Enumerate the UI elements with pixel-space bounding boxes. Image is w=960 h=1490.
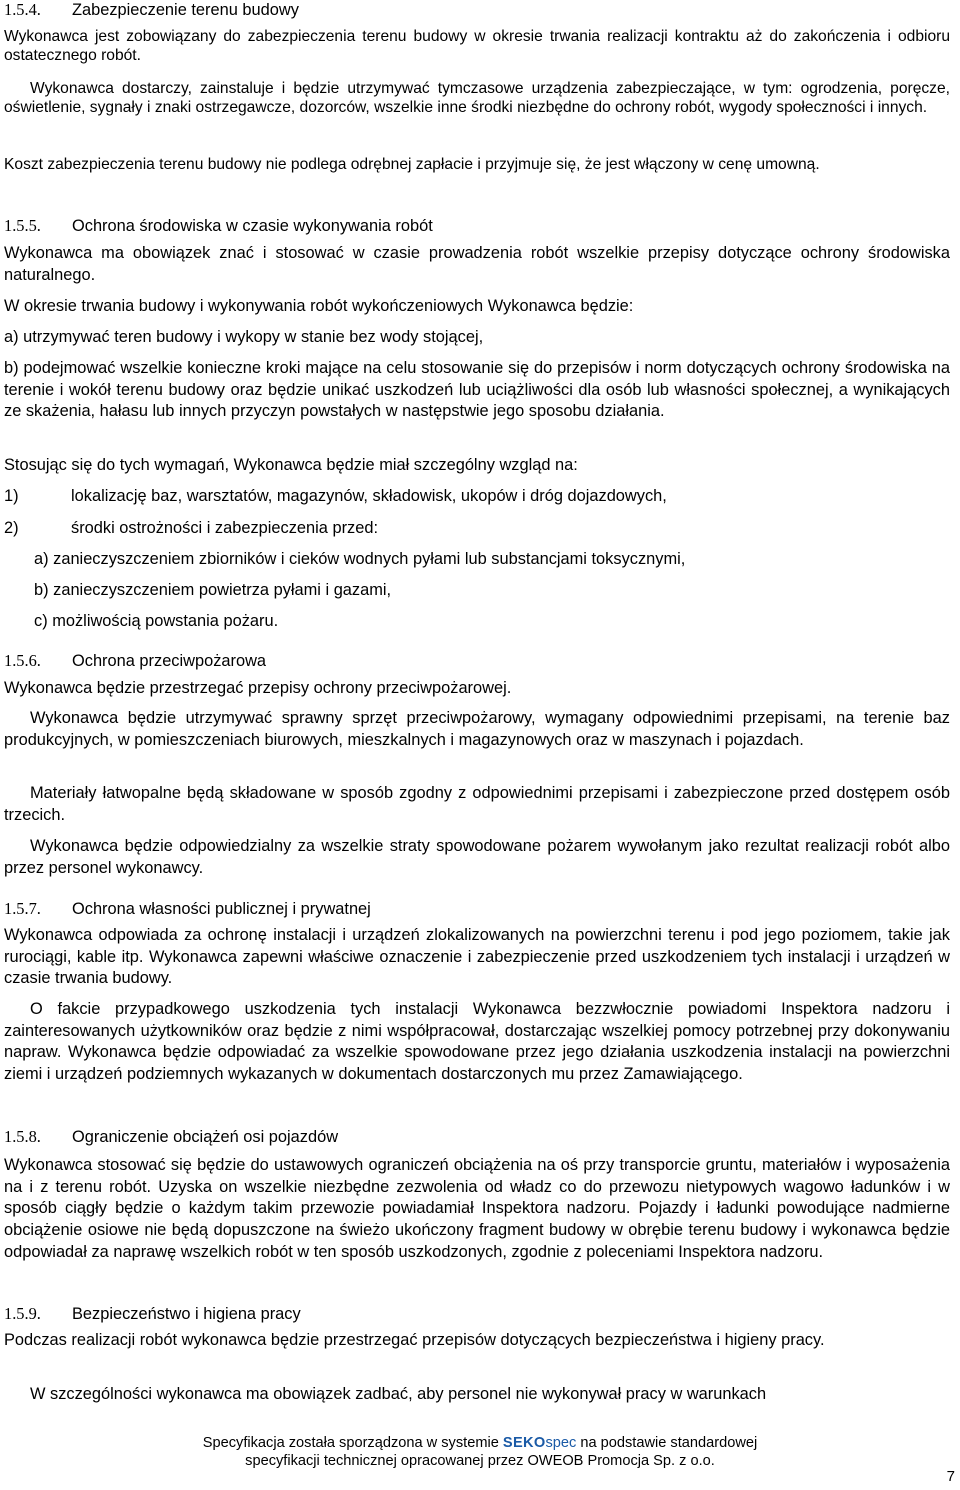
list-item-number: 2) [4,519,19,537]
paragraph: W szczególności wykonawca ma obowiązek zadbać, aby personel nie wykonywał pracy w warunkach [30,1385,767,1403]
section-number: 1.5.6. [4,651,41,670]
list-item [4,518,950,540]
list-item: c) możliwością powstania pożaru. [34,612,279,630]
paragraph: Wykonawca stosować się będzie do ustawowych ograniczeń obciążenia na oś przy transporcie gruntu, materiałów i wyposażenia na i z terenu robót. Uzyska on wszelkie niezbędne zezwolenia od władz co do przewozu nietypowych wagowo ładunków i w sposób ciągły będzie o każdym takim przewozie powiadamiał Inspektora nadzoru. Pojazdy i ładunki powodujące nadmierne obciążenie osiowe nie będą dopuszczone na świeżo ukończony fragment budowy w obrębie terenu budowy i wykonawca będzie odpowiadał za naprawę wszelkich robót w ten sposób uszkodzonych, zgodnie z poleceniami Inspektora nadzoru. [4,1156,950,1261]
paragraph: Podczas realizacji robót wykonawca będzie przestrzegać przepisów dotyczących bezpieczeństwa i higieny pracy. [4,1331,825,1349]
list-item-number: 1) [4,487,19,505]
section-heading-1-5-7 [4,899,371,919]
list-item: a) zanieczyszczeniem zbiorników i cieków wodnych pyłami lub substancjami toksycznymi, [34,550,686,568]
list-item: a) utrzymywać teren budowy i wykopy w stanie bez wody stojącej, [4,328,484,346]
paragraph: Stosując się do tych wymagań, Wykonawca będzie miał szczególny wzgląd na: [4,456,578,474]
section-heading-1-5-6 [4,651,266,671]
paragraph: Wykonawca będzie przestrzegać przepisy ochrony przeciwpożarowej. [4,679,512,697]
paragraph: Wykonawca ma obowiązek znać i stosować w czasie prowadzenia robót wszelkie przepisy dotyczące ochrony środowiska naturalnego. [4,244,950,284]
section-title: Zabezpieczenie terenu budowy [72,1,299,19]
paragraph: O fakcie przypadkowego uszkodzenia tych instalacji Wykonawca bezzwłocznie powiadomi Inspektora nadzoru i zainteresowanych użytkowników oraz będzie z nimi współpracował, dostarczając wszelkiej pomocy potrzebnej przy dokonywaniu napraw. Wykonawca będzie odpowiadać za wszelkie spowodowane przez jego działania uszkodzenia instalacji na powierzchni ziemi i urządzeń podziemnych wykazanych w dokumentach dostarczonych mu przez Zamawiającego. [4,1000,950,1084]
section-heading-1-5-4 [4,0,299,20]
paragraph: Wykonawca będzie utrzymywać sprawny sprzęt przeciwpożarowy, wymagany odpowiednimi przepisami, na terenie baz produkcyjnych, w pomieszczeniach biurowych, mieszkalnych i magazynowych oraz w maszynach i pojazdach. [4,709,950,749]
page-footer [0,1434,960,1470]
list-item: b) zanieczyszczeniem powietrza pyłami i gazami, [34,581,392,599]
sekospec-logo [503,1435,576,1451]
footer-line-1 [0,1434,960,1452]
page-number: 7 [946,1468,955,1485]
paragraph: Wykonawca odpowiada za ochronę instalacji i urządzeń zlokalizowanych na powierzchni terenu i pod jego poziomem, takie jak rurociągi, kable itp. Wykonawca zapewni właściwe oznaczenie i zabezpieczenie przed uszkodzeniem tych instalacji i urządzeń w czasie trwania budowy. [4,926,950,988]
logo-spec: spec [545,1435,577,1451]
footer-text: na podstawie standardowej [580,1435,758,1451]
section-number: 1.5.8. [4,1127,41,1146]
section-number: 1.5.4. [4,0,41,19]
list-item-text: lokalizację baz, warsztatów, magazynów, składowisk, ukopów i dróg dojazdowych, [71,487,667,505]
section-title: Bezpieczeństwo i higiena pracy [72,1305,301,1323]
section-number: 1.5.7. [4,899,41,918]
paragraph: Koszt zabezpieczenia terenu budowy nie podlega odrębnej zapłacie i przyjmuje się, że jest włączony w cenę umowną. [4,156,820,173]
paragraph: Wykonawca dostarczy, zainstaluje i będzie utrzymywać tymczasowe urządzenia zabezpieczające, w tym: ogrodzenia, poręcze, oświetlenie, sygnały i znaki ostrzegawcze, dozorców, wszelkie inne środki niezbędne do ochrony robót, wygody społeczności i innych. [4,80,950,116]
logo-seko: SEKO [502,1435,546,1451]
section-title: Ochrona własności publicznej i prywatnej [72,900,371,918]
list-item [4,486,950,508]
footer-line-2: specyfikacji technicznej opracowanej przez OWEOB Promocja Sp. z o.o. [245,1453,715,1469]
footer-text: Specyfikacja została sporządzona w systemie [202,1435,499,1451]
section-title: Ograniczenie obciążeń osi pojazdów [72,1128,339,1146]
list-item: b) podejmować wszelkie konieczne kroki mające na celu stosowanie się do przepisów i norm dotyczących ochrony środowiska na terenie i wokół terenu budowy oraz będzie unikać uszkodzeń lub uciążliwości dla osób lub własności społecznej, a wynikających ze skażenia, hałasu lub innych przyczyn powstałych w następstwie jego sposobu działania. [4,359,950,421]
paragraph: W okresie trwania budowy i wykonywania robót wykończeniowych Wykonawca będzie: [4,297,634,315]
section-number: 1.5.9. [4,1304,41,1323]
paragraph: Materiały łatwopalne będą składowane w sposób zgodny z odpowiednimi przepisami i zabezpieczone przed dostępem osób trzecich. [4,784,950,824]
section-heading-1-5-9 [4,1304,301,1324]
section-heading-1-5-5 [4,216,433,236]
paragraph: Wykonawca będzie odpowiedzialny za wszelkie straty spowodowane pożarem wywołanym jako rezultat realizacji robót albo przez personel wykonawcy. [4,837,950,877]
section-title: Ochrona środowiska w czasie wykonywania robót [72,217,433,235]
section-heading-1-5-8 [4,1127,338,1147]
paragraph: Wykonawca jest zobowiązany do zabezpieczenia terenu budowy w okresie trwania realizacji kontraktu aż do zakończenia i odbioru ostatecznego robót. [4,28,950,64]
section-number: 1.5.5. [4,216,41,235]
section-title: Ochrona przeciwpożarowa [72,652,267,670]
list-item-text: środki ostrożności i zabezpieczenia przed: [71,519,379,537]
